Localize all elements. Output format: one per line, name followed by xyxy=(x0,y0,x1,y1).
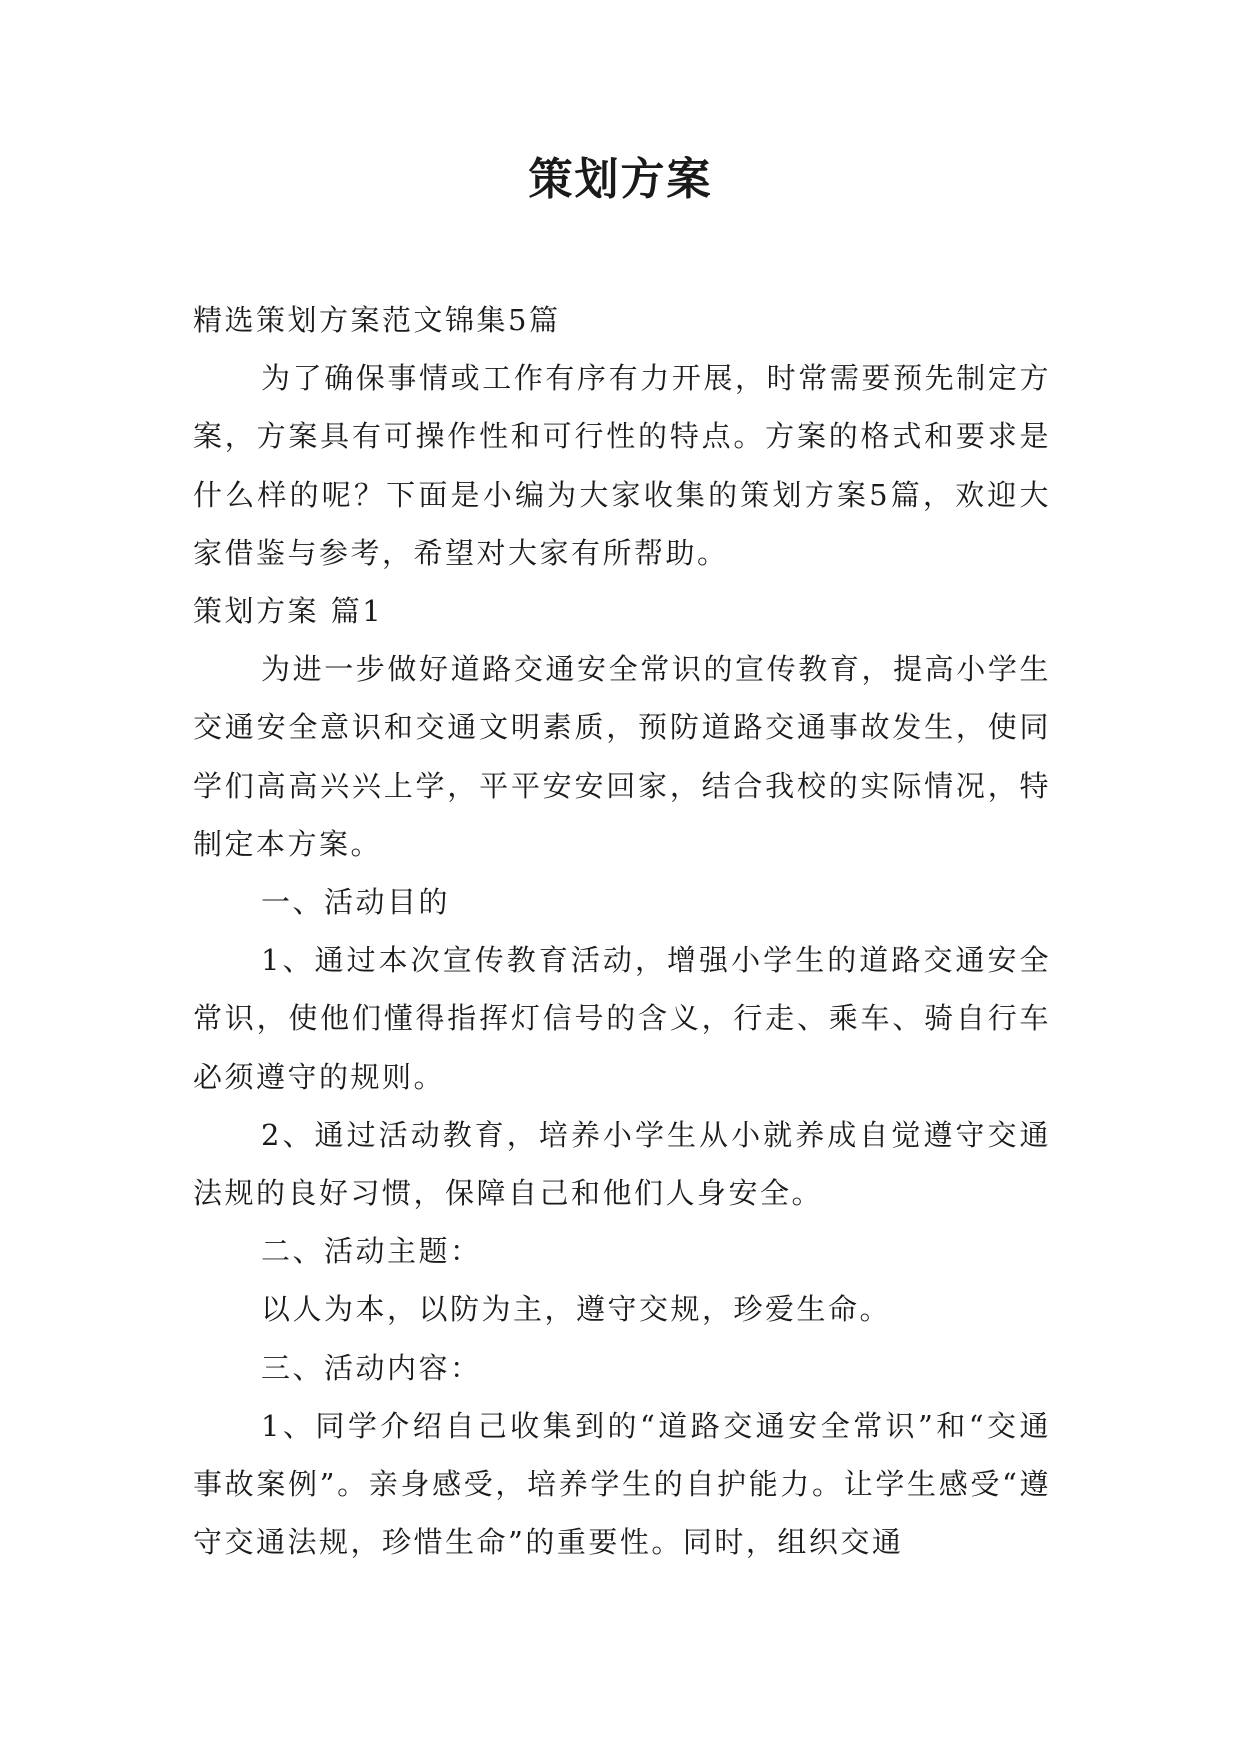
intro-paragraph: 为了确保事情或工作有序有力开展，时常需要预先制定方案，方案具有可操作性和可行性的特点。方案的格式和要求是什么样的呢？下面是小编为大家收集的策划方案5篇，欢迎大家借鉴与参考，希望对大家有所帮助。 xyxy=(193,361,1051,570)
activity-theme-text: 以人为本，以防为主，遵守交规，珍爱生命。 xyxy=(261,1292,892,1327)
content-item-1: 1、同学介绍自己收集到的“道路交通安全常识”和“交通事故案例”。亲身感受，培养学生的自护能力。让学生感受“遵守交通法规，珍惜生命”的重要性。同时，组织交通 xyxy=(193,1408,1051,1560)
purpose-item-1: 1、通过本次宣传教育活动，增强小学生的道路交通安全常识，使他们懂得指挥灯信号的含义，行走、乘车、骑自行车必须遵守的规则。 xyxy=(193,943,1051,1094)
document-body xyxy=(193,291,1051,1571)
section-heading-article-1: 策划方案 篇1 xyxy=(193,594,384,629)
purpose-item-2: 2、通过活动教育，培养小学生从小就养成自觉遵守交通法规的良好习惯，保障自己和他们人身安全。 xyxy=(193,1117,1051,1211)
heading-activity-content: 三、活动内容： xyxy=(261,1350,482,1385)
article-1-intro-paragraph: 为进一步做好道路交通安全常识的宣传教育，提高小学生交通安全意识和交通文明素质，预防道路交通事故发生，使同学们高高兴兴上学，平平安安回家，结合我校的实际情况，特制定本方案。 xyxy=(193,652,1051,861)
heading-activity-purpose: 一、活动目的 xyxy=(261,885,451,920)
document-title: 策划方案 xyxy=(528,154,713,205)
heading-activity-theme: 二、活动主题： xyxy=(261,1234,482,1269)
subtitle-line: 精选策划方案范文锦集5篇 xyxy=(193,303,561,337)
